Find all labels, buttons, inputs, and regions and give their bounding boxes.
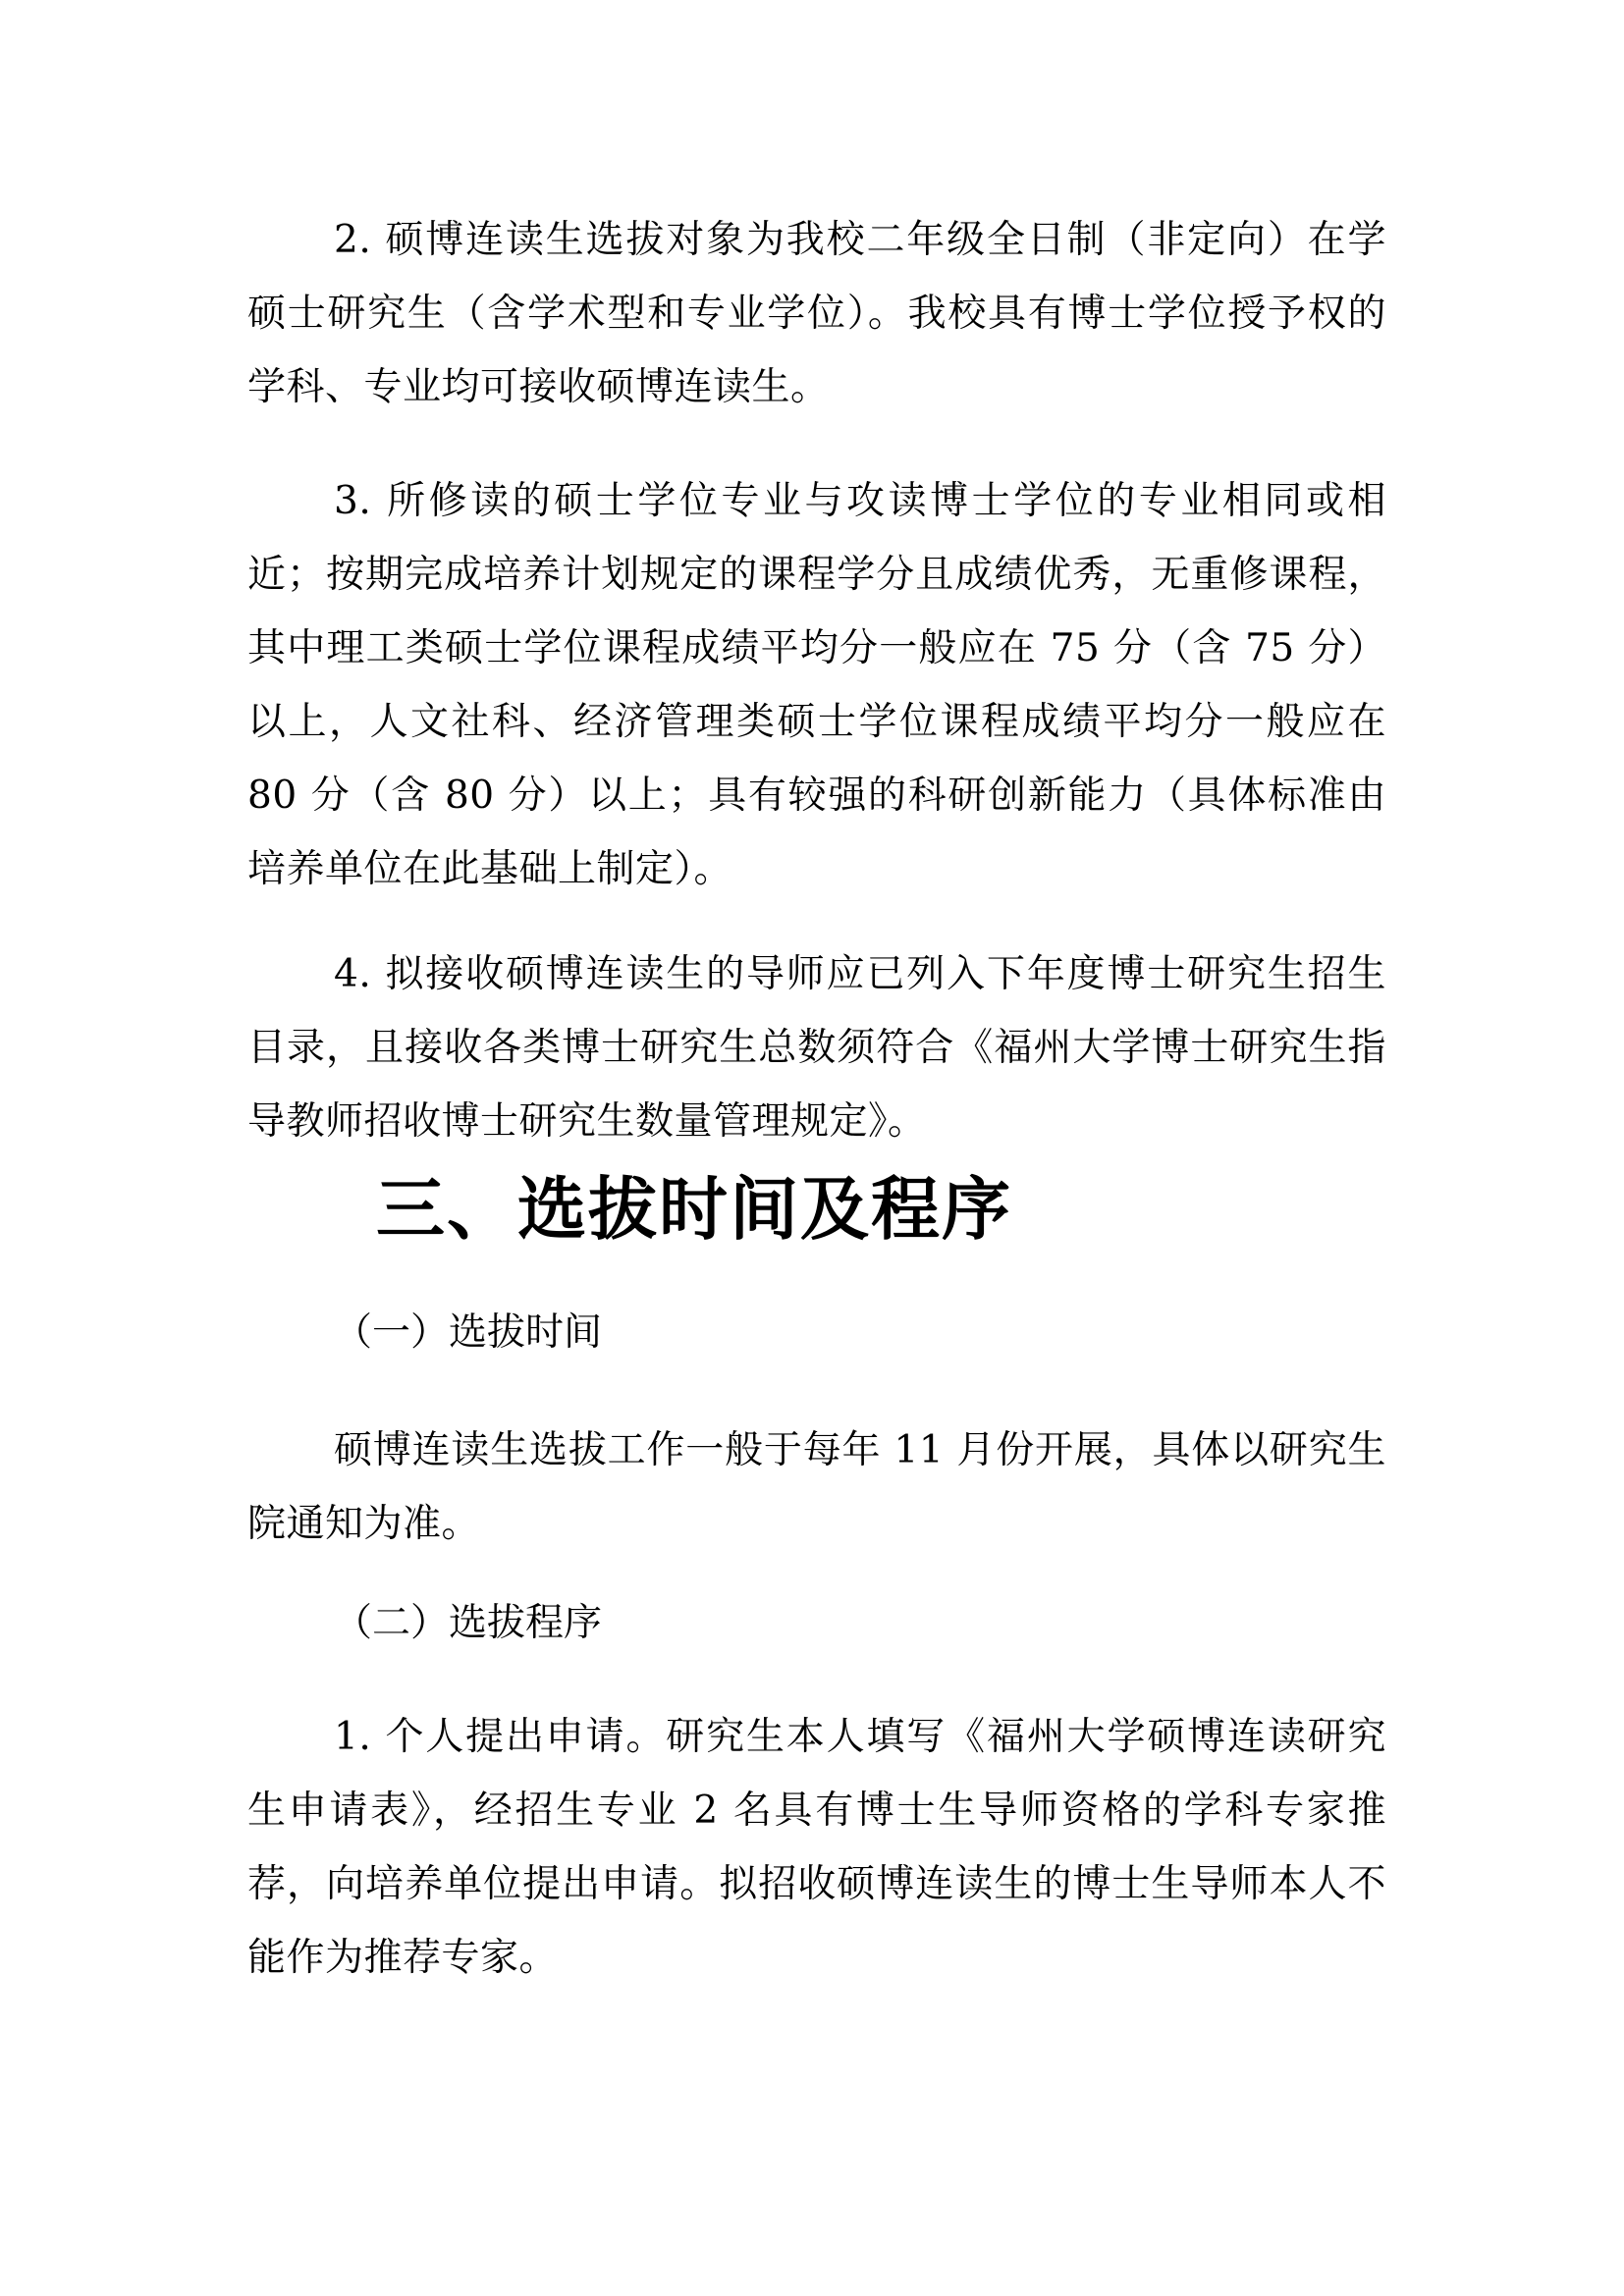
section-heading-selection-time-and-procedure: 三、选拔时间及程序: [376, 1169, 1012, 1250]
sub-heading-selection-time: （一）选拔时间: [334, 1310, 603, 1355]
paragraph-eligibility-supervisor: 4. 拟接收硕博连读生的导师应已列入下年度博士研究生招生目录，且接收各类博士研究生总数须符合《福州大学博士研究生指导教师招收博士研究生数量管理规定》。: [247, 952, 1386, 1144]
paragraph-eligibility-target: 2. 硕博连读生选拔对象为我校二年级全日制（非定向）在学硕士研究生（含学术型和专业学位）。我校具有博士学位授予权的学科、专业均可接收硕博连读生。: [247, 218, 1386, 409]
paragraph-selection-time: 硕博连读生选拔工作一般于每年 11 月份开展，具体以研究生院通知为准。: [247, 1428, 1386, 1546]
paragraph-eligibility-grades: 3. 所修读的硕士学位专业与攻读博士学位的专业相同或相近；按期完成培养计划规定的课程学分且成绩优秀，无重修课程，其中理工类硕士学位课程成绩平均分一般应在 75 分（含 75 分）以上，人文社科、经济管理类硕士学位课程成绩平均分一般应在 80 分（含 80 分）以上；具有较强的科研创新能力（具体标准由培养单位在此基础上制定）。: [247, 479, 1386, 891]
sub-heading-selection-procedure: （二）选拔程序: [334, 1601, 603, 1645]
paragraph-procedure-step-1: 1. 个人提出申请。研究生本人填写《福州大学硕博连读研究生申请表》，经招生专业 2 名具有博士生导师资格的学科专家推荐，向培养单位提出申请。拟招收硕博连读生的博士生导师本人不能作为推荐专家。: [247, 1715, 1386, 1980]
